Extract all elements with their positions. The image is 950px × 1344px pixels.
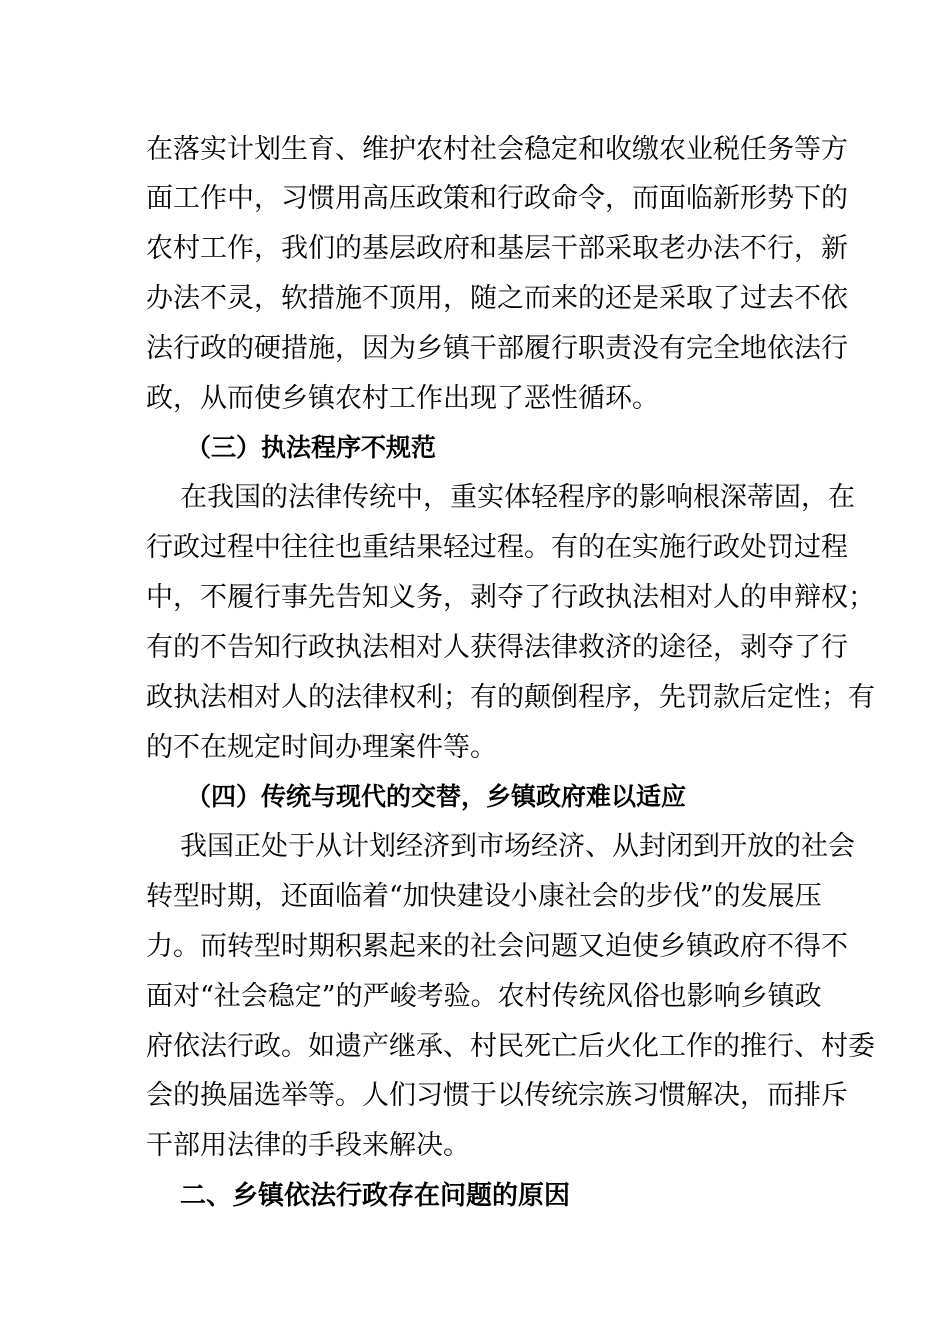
paragraph-line: 法行政的硬措施，因为乡镇干部履行职责没有完全地依法行 [146,333,848,364]
heading-4: （四）传统与现代的交替，乡镇政府难以适应 [186,782,687,811]
paragraph-line: 转型时期，还面临着“加快建设小康社会的步伐”的发展压 [146,881,822,912]
heading-3: （三）执法程序不规范 [186,433,437,462]
paragraph-line: 面工作中，习惯用高压政策和行政命令，而面临新形势下的 [146,183,848,214]
paragraph-line: 我国正处于从计划经济到市场经济、从封闭到开放的社会 [180,831,855,862]
paragraph-line: 的不在规定时间办理案件等。 [146,732,497,763]
paragraph-line: 会的换届选举等。人们习惯于以传统宗族习惯解决，而排斥 [146,1080,848,1111]
section-heading: 二、乡镇依法行政存在问题的原因 [180,1181,571,1211]
paragraph-line: 有的不告知行政执法相对人获得法律救济的途径，剥夺了行 [146,632,848,663]
paragraph-line: 办法不灵，软措施不顶用，随之而来的还是采取了过去不依 [146,283,848,314]
paragraph-line: 政，从而使乡镇农村工作出现了恶性循环。 [146,383,659,414]
paragraph-line: 在我国的法律传统中，重实体轻程序的影响根深蒂固，在 [180,482,855,513]
paragraph-line: 府依法行政。如遗产继承、村民死亡后火化工作的推行、村委 [146,1031,875,1062]
paragraph-line: 在落实计划生育、维护农村社会稳定和收缴农业税任务等方 [146,134,848,165]
paragraph-line: 干部用法律的手段来解决。 [146,1130,470,1161]
paragraph-line: 面对“社会稳定”的严峻考验。农村传统风俗也影响乡镇政 [146,981,822,1012]
paragraph-line: 政执法相对人的法律权利；有的颠倒程序，先罚款后定性；有 [146,682,875,713]
paragraph-line: 力。而转型时期积累起来的社会问题又迫使乡镇政府不得不 [146,931,848,962]
paragraph-line: 行政过程中往往也重结果轻过程。有的在实施行政处罚过程 [146,532,848,563]
paragraph-line: 中，不履行事先告知义务，剥夺了行政执法相对人的申辩权； [146,582,875,613]
paragraph-line: 农村工作，我们的基层政府和基层干部采取老办法不行，新 [146,233,848,264]
